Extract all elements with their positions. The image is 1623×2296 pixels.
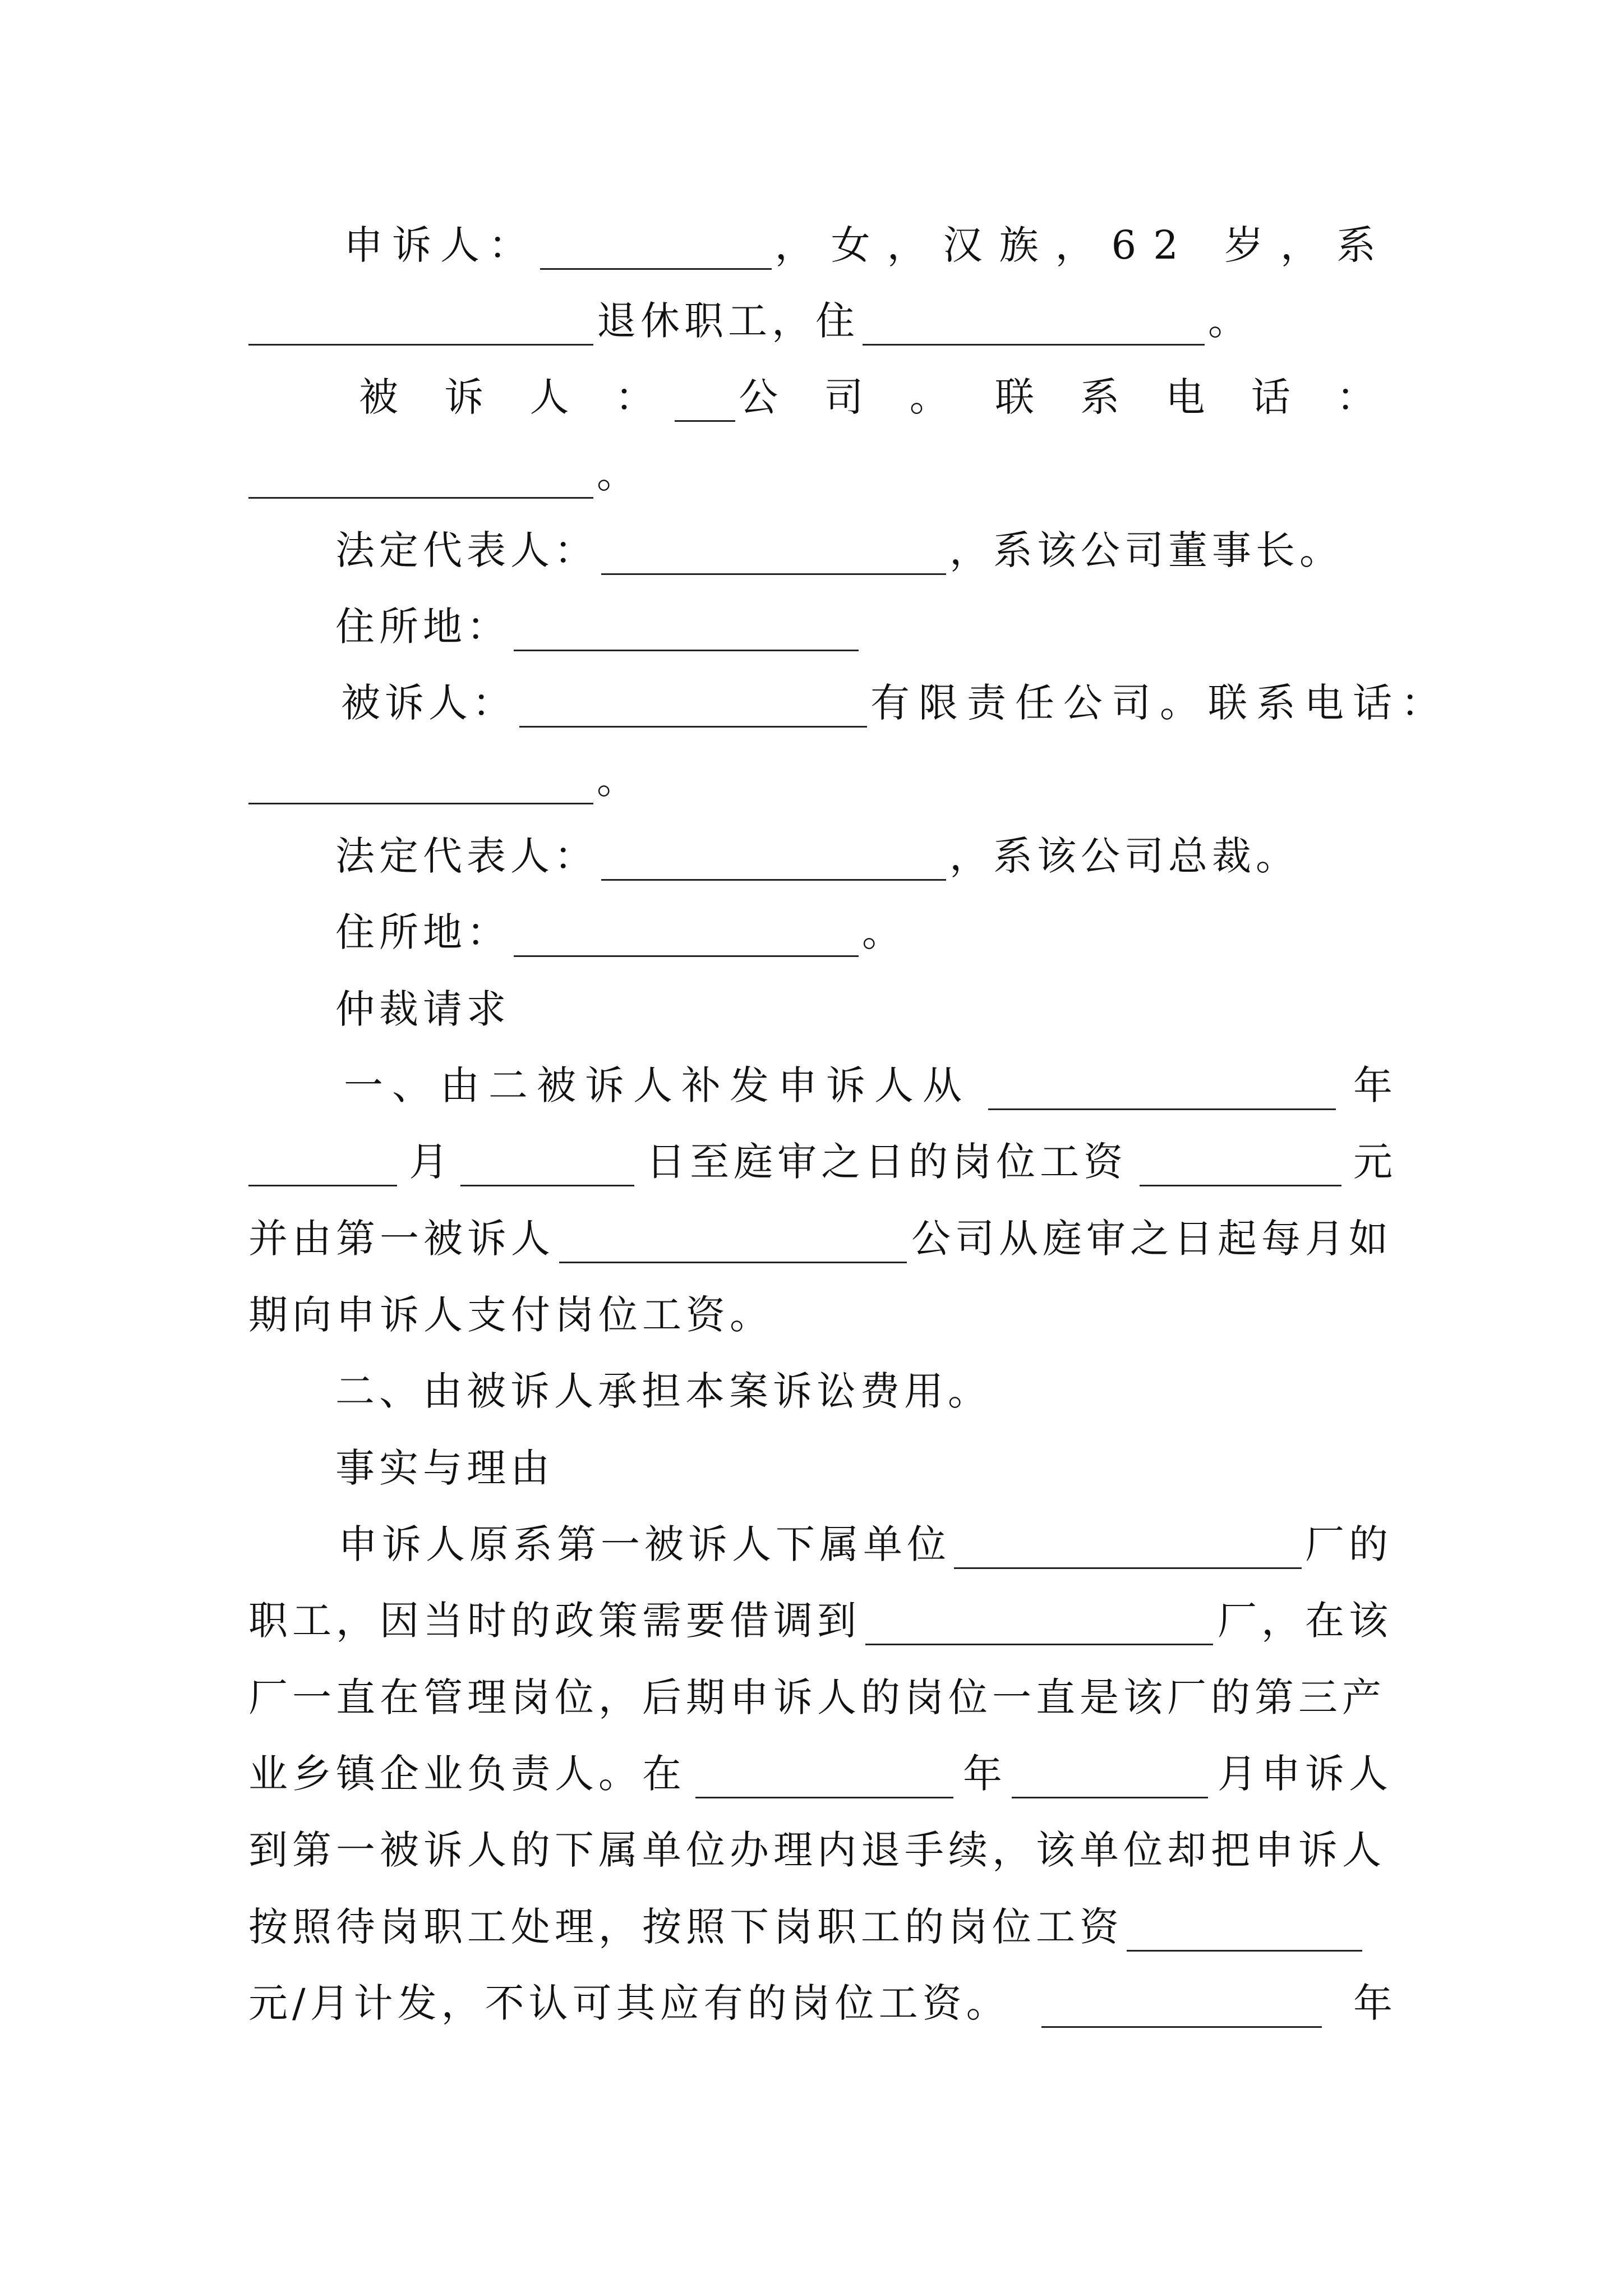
respondent1-contact-text: 公 司 。 联 系 电 话 ： (739, 374, 1393, 420)
request2-text: 二、由被诉人承担本案诉讼费用。 (335, 1368, 992, 1414)
complainant-info: ，女，汉族，62 岁，系 (774, 222, 1393, 268)
month-label: 月 (409, 1139, 449, 1185)
layoff-wage-blank (1127, 1918, 1362, 1952)
respondent1-name-blank (675, 389, 735, 422)
request1-year-blank (988, 1077, 1336, 1110)
facts-heading-line (248, 1437, 1479, 1499)
period: 。 (597, 757, 636, 803)
respondent2-line (248, 672, 1485, 734)
factory-text: 厂的 (1305, 1521, 1393, 1567)
complainant-address-line (248, 290, 1393, 352)
year-label: 年 (1353, 1062, 1393, 1108)
respondent2-name-blank (519, 694, 867, 728)
legal-rep2-line (248, 825, 1479, 887)
employer-blank (248, 312, 593, 346)
legal-rep2-title: ，系该公司总裁。 (949, 833, 1299, 879)
wage-amount-blank (1140, 1153, 1341, 1186)
facts-line-2 (248, 1590, 1393, 1651)
facts-text-1: 申诉人原系第一被诉人下属单位 (338, 1521, 951, 1567)
transfer-factory-blank (865, 1612, 1213, 1645)
legal-rep1-line (248, 519, 1479, 581)
facts-text-2: 职工，因当时的政策需要借调到 (248, 1598, 861, 1644)
arbitration-request-heading-line (248, 978, 1479, 1040)
address2-line (248, 901, 1479, 963)
respondent2-phone-blank (248, 771, 593, 804)
request1-cont-line (248, 1131, 1393, 1193)
legal-rep2-label: 法定代表人： (335, 833, 598, 879)
facts-line-5 (248, 1819, 1393, 1881)
request1-line (248, 1055, 1393, 1116)
yuan-label: 元 (1353, 1139, 1393, 1185)
retire-year-blank (695, 1765, 953, 1798)
address2-label: 住所地： (335, 909, 510, 955)
legal-rep1-blank (601, 542, 946, 575)
final-year-blank (1041, 1995, 1322, 2028)
complainant-name-blank (540, 237, 772, 270)
year-label-2: 年 (963, 1751, 1002, 1797)
facts-text-3: 厂一直在管理岗位，后期申诉人的岗位一直是该厂的第三产 (248, 1674, 1386, 1720)
facts-text-7: 元/月计发，不认可其应有的岗位工资。 (248, 1980, 1010, 2026)
facts-line-1 (248, 1513, 1393, 1575)
request1-text: 一、由二被诉人补发申诉人从 (344, 1062, 971, 1108)
request1-cont2-line (248, 1208, 1393, 1269)
respondent1-line (248, 366, 1393, 428)
wage-period-text: 日至庭审之日的岗位工资 (646, 1139, 1128, 1185)
retired-residence-text: 退休职工，住 (597, 298, 859, 344)
facts-line-4 (248, 1743, 1393, 1805)
respondent2-phone-line (248, 749, 1393, 811)
period: 。 (862, 909, 901, 955)
period: 。 (1208, 298, 1247, 344)
request1-end-line (248, 1284, 1393, 1346)
facts-line-6 (248, 1896, 1393, 1958)
first-respondent-company-blank (559, 1230, 907, 1263)
legal-rep1-label: 法定代表人： (335, 527, 598, 573)
complainant-label: 申诉人： (344, 222, 537, 268)
respondent1-phone-blank (248, 466, 593, 499)
request1-end-text: 期向申诉人支付岗位工资。 (248, 1292, 773, 1338)
legal-rep2-blank (601, 848, 946, 881)
respondent2-contact-text: 有限责任公司。联系电话： (870, 680, 1449, 726)
respondent1-label: 被 诉 人 ： (359, 374, 671, 420)
facts-line-3 (248, 1667, 1393, 1728)
arbitration-request-heading: 仲裁请求 (335, 986, 510, 1032)
first-respondent-text: 并由第一被诉人 (248, 1216, 555, 1262)
period: 。 (597, 451, 636, 497)
residence-blank (863, 312, 1205, 346)
facts-text-5: 到第一被诉人的下属单位办理内退手续，该单位却把申诉人 (248, 1827, 1386, 1873)
address2-blank (514, 924, 859, 957)
retire-month-blank (1012, 1765, 1208, 1798)
respondent1-phone-line (248, 443, 1393, 505)
day-blank (460, 1153, 634, 1186)
address1-blank (514, 618, 859, 651)
unit-blank (954, 1536, 1302, 1569)
facts-text-4: 业乡镇企业负责人。在 (248, 1751, 686, 1797)
year-label-3: 年 (1353, 1980, 1393, 2026)
monthly-payment-text: 公司从庭审之日起每月如 (911, 1216, 1393, 1262)
complainant-line (248, 214, 1393, 276)
address1-label: 住所地： (335, 604, 510, 650)
legal-rep1-title: ，系该公司董事长。 (949, 527, 1343, 573)
month-blank (248, 1153, 397, 1186)
facts-text-6: 按照待岗职工处理，按照下岗职工的岗位工资 (248, 1904, 1123, 1950)
address1-line (248, 596, 1479, 657)
facts-line-7 (248, 1972, 1393, 2034)
request2-line (248, 1360, 1479, 1422)
factory-text-2: 厂，在该 (1218, 1598, 1393, 1644)
month-complainant-text: 月申诉人 (1218, 1751, 1393, 1797)
facts-heading: 事实与理由 (335, 1445, 554, 1491)
respondent2-label: 被诉人： (341, 680, 516, 726)
